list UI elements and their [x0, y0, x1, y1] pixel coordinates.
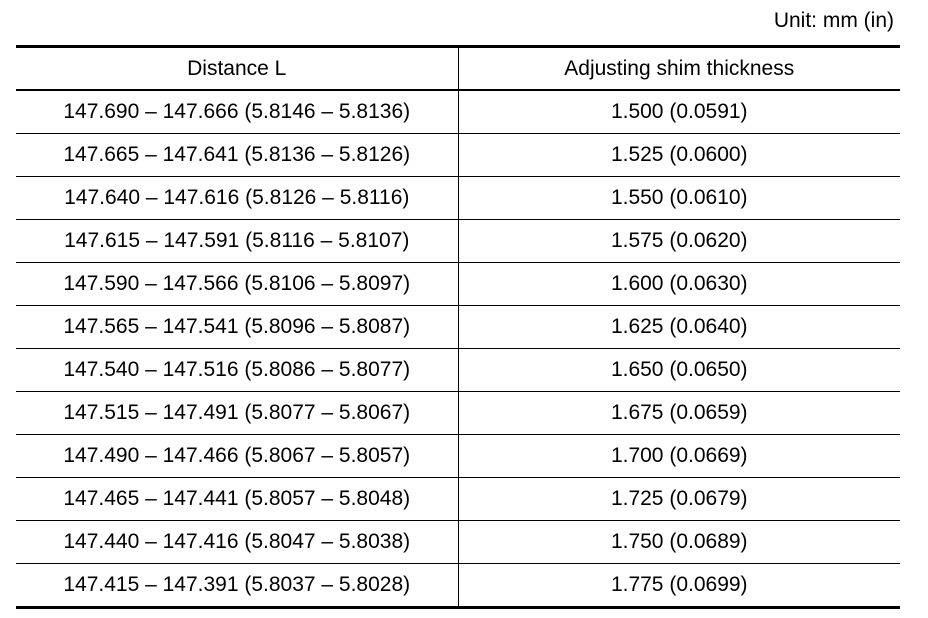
shim-thickness-cell: 1.750 (0.0689) — [458, 521, 900, 564]
shim-thickness-cell: 1.700 (0.0669) — [458, 435, 900, 478]
distance-cell: 147.615 – 147.591 (5.8116 – 5.8107) — [16, 220, 458, 263]
table-body — [16, 90, 900, 608]
table-row — [16, 392, 900, 435]
distance-cell: 147.690 – 147.666 (5.8146 – 5.8136) — [16, 90, 458, 134]
table-row — [16, 564, 900, 608]
distance-cell: 147.565 – 147.541 (5.8096 – 5.8087) — [16, 306, 458, 349]
table-row — [16, 435, 900, 478]
distance-cell: 147.515 – 147.491 (5.8077 – 5.8067) — [16, 392, 458, 435]
table-row — [16, 220, 900, 263]
shim-thickness-cell: 1.500 (0.0591) — [458, 90, 900, 134]
table-row — [16, 90, 900, 134]
table-row — [16, 349, 900, 392]
table-row — [16, 177, 900, 220]
distance-cell: 147.415 – 147.391 (5.8037 – 5.8028) — [16, 564, 458, 608]
shim-thickness-cell: 1.675 (0.0659) — [458, 392, 900, 435]
distance-cell: 147.640 – 147.616 (5.8126 – 5.8116) — [16, 177, 458, 220]
distance-cell: 147.540 – 147.516 (5.8086 – 5.8077) — [16, 349, 458, 392]
table-row — [16, 306, 900, 349]
column-header-distance: Distance L — [16, 47, 458, 91]
table-row — [16, 521, 900, 564]
unit-label: Unit: mm (in) — [773, 9, 894, 32]
shim-thickness-cell: 1.550 (0.0610) — [458, 177, 900, 220]
distance-cell: 147.665 – 147.641 (5.8136 – 5.8126) — [16, 134, 458, 177]
distance-cell: 147.490 – 147.466 (5.8067 – 5.8057) — [16, 435, 458, 478]
distance-cell: 147.440 – 147.416 (5.8047 – 5.8038) — [16, 521, 458, 564]
shim-thickness-cell: 1.650 (0.0650) — [458, 349, 900, 392]
distance-cell: 147.465 – 147.441 (5.8057 – 5.8048) — [16, 478, 458, 521]
column-header-shim-thickness: Adjusting shim thickness — [564, 56, 795, 80]
table-header-row — [16, 47, 900, 91]
shim-thickness-table — [16, 45, 900, 609]
shim-thickness-cell: 1.525 (0.0600) — [458, 134, 900, 177]
shim-thickness-cell: 1.575 (0.0620) — [458, 220, 900, 263]
table-row — [16, 134, 900, 177]
table-row — [16, 478, 900, 521]
shim-thickness-cell: 1.625 (0.0640) — [458, 306, 900, 349]
table-row — [16, 263, 900, 306]
shim-thickness-cell: 1.775 (0.0699) — [458, 564, 900, 608]
shim-thickness-cell: 1.725 (0.0679) — [458, 478, 900, 521]
distance-cell: 147.590 – 147.566 (5.8106 – 5.8097) — [16, 263, 458, 306]
shim-thickness-cell: 1.600 (0.0630) — [458, 263, 900, 306]
